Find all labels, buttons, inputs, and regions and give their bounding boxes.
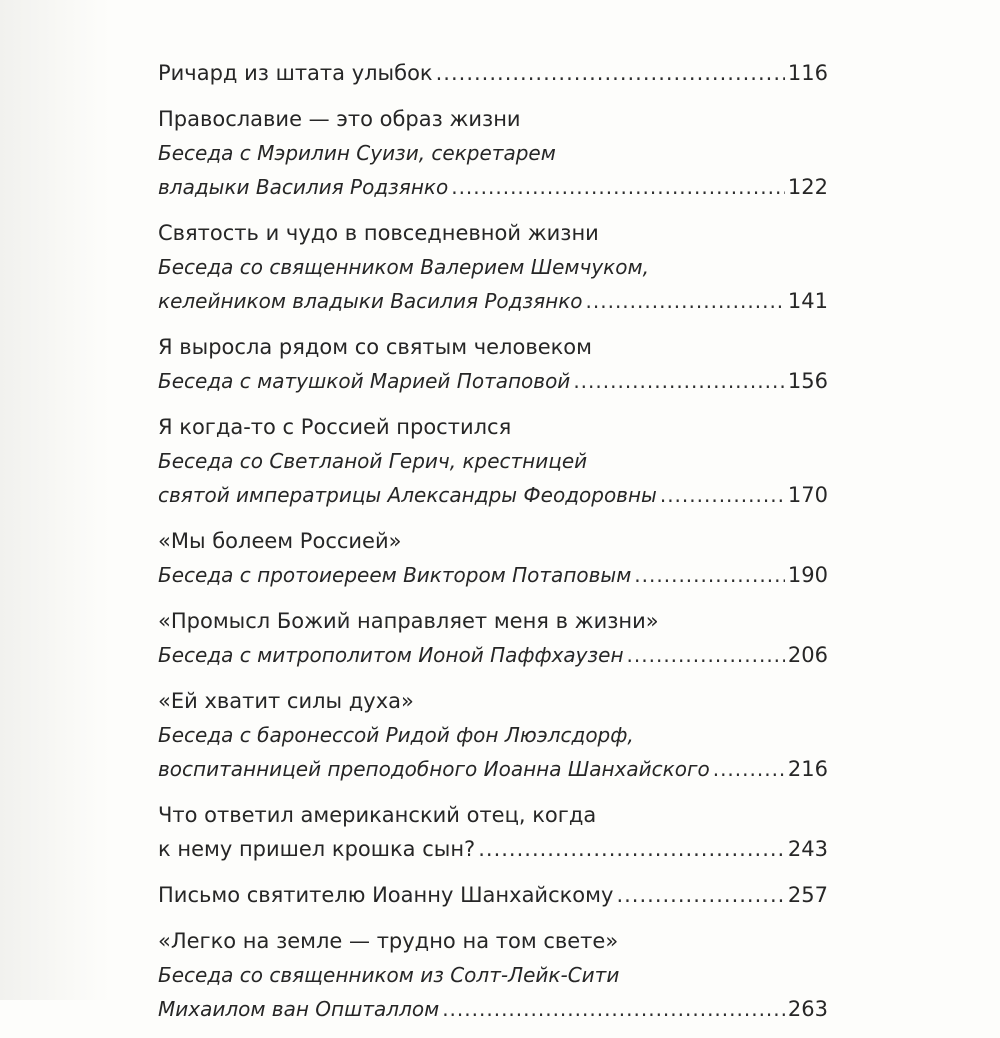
page-gutter-shadow bbox=[0, 0, 110, 1000]
toc-entry-title: «Промысл Божий направляет меня в жизни» bbox=[158, 609, 659, 633]
toc-entry bbox=[158, 216, 828, 318]
toc-entry bbox=[158, 330, 828, 398]
toc-page-number: 156 bbox=[787, 369, 828, 393]
toc-entry-title: «Легко на земле — трудно на том свете» bbox=[158, 929, 619, 953]
toc-entry-leader-line bbox=[158, 752, 828, 786]
dot-leader bbox=[660, 478, 785, 512]
toc-entry-leader-line bbox=[158, 878, 828, 912]
toc-page-number: 243 bbox=[787, 837, 828, 861]
toc-entry-subtitle: келейником владыки Василия Родзянко bbox=[158, 289, 583, 313]
toc-entry-title: «Мы болеем Россией» bbox=[158, 529, 402, 553]
toc-entry-leader-line bbox=[158, 364, 828, 398]
toc-page-number: 190 bbox=[787, 563, 828, 587]
dot-leader bbox=[616, 878, 784, 912]
toc-page-number: 263 bbox=[787, 997, 828, 1021]
dot-leader bbox=[713, 752, 785, 786]
toc-page-number: 122 bbox=[787, 175, 828, 199]
toc-entry bbox=[158, 878, 828, 912]
toc-entry-leader-line bbox=[158, 478, 828, 512]
toc-entry-title: Святость и чудо в повседневной жизни bbox=[158, 221, 599, 245]
dot-leader bbox=[436, 56, 785, 90]
toc-entry-title: Я выросла рядом со святым человеком bbox=[158, 335, 592, 359]
toc-entry-title: к нему пришел крошка сын? bbox=[158, 837, 476, 861]
toc-entry-title: Православие — это образ жизни bbox=[158, 107, 521, 131]
toc-entry-subtitle: владыки Василия Родзянко bbox=[158, 175, 449, 199]
toc-entry bbox=[158, 410, 828, 512]
toc-page-number: 170 bbox=[787, 483, 828, 507]
toc-entry-leader-line bbox=[158, 56, 828, 90]
dot-leader bbox=[442, 992, 785, 1026]
toc-entry bbox=[158, 102, 828, 204]
toc-entry-subtitle: Беседа с баронессой Ридой фон Люэлсдорф, bbox=[158, 723, 634, 747]
dot-leader bbox=[634, 558, 785, 592]
table-of-contents bbox=[158, 56, 828, 1038]
toc-entry-leader-line bbox=[158, 170, 828, 204]
toc-entry-title: Я когда-то с Россией простился bbox=[158, 415, 512, 439]
toc-entry bbox=[158, 798, 828, 866]
toc-entry bbox=[158, 524, 828, 592]
toc-entry bbox=[158, 604, 828, 672]
toc-entry-subtitle: Беседа с протоиереем Виктором Потаповым bbox=[158, 563, 632, 587]
dot-leader bbox=[586, 284, 785, 318]
toc-entry-subtitle: воспитанницей преподобного Иоанна Шанхайского bbox=[158, 757, 710, 781]
toc-entry-leader-line bbox=[158, 284, 828, 318]
toc-entry bbox=[158, 684, 828, 786]
toc-entry bbox=[158, 924, 828, 1026]
toc-entry-title: Ричард из штата улыбок bbox=[158, 61, 433, 85]
toc-page-number: 257 bbox=[787, 883, 828, 907]
toc-page-number: 141 bbox=[787, 289, 828, 313]
toc-entry-subtitle: Беседа со Светланой Герич, крестницей bbox=[158, 449, 588, 473]
toc-entry-leader-line bbox=[158, 638, 828, 672]
dot-leader bbox=[573, 364, 785, 398]
toc-page-number: 216 bbox=[787, 757, 828, 781]
toc-entry-leader-line bbox=[158, 992, 828, 1026]
toc-entry-title: «Ей хватит силы духа» bbox=[158, 689, 414, 713]
dot-leader bbox=[478, 832, 785, 866]
toc-entry-title: Что ответил американский отец, когда bbox=[158, 803, 597, 827]
toc-entry-leader-line bbox=[158, 832, 828, 866]
toc-entry-leader-line bbox=[158, 558, 828, 592]
toc-entry-subtitle: святой императрицы Александры Феодоровны bbox=[158, 483, 657, 507]
toc-entry bbox=[158, 56, 828, 90]
toc-entry-subtitle: Беседа со священником Валерием Шемчуком, bbox=[158, 255, 649, 279]
dot-leader bbox=[451, 170, 785, 204]
toc-entry-subtitle: Беседа с Мэрилин Суизи, секретарем bbox=[158, 141, 556, 165]
toc-page-number: 206 bbox=[787, 643, 828, 667]
toc-entry-subtitle: Беседа с матушкой Марией Потаповой bbox=[158, 369, 571, 393]
toc-page-number: 116 bbox=[787, 61, 828, 85]
toc-entry-subtitle: Беседа со священником из Солт-Лейк-Сити bbox=[158, 963, 620, 987]
toc-entry-subtitle: Михаилом ван Општаллом bbox=[158, 997, 440, 1021]
dot-leader bbox=[627, 638, 785, 672]
toc-entry-subtitle: Беседа с митрополитом Ионой Паффхаузен bbox=[158, 643, 624, 667]
toc-entry-title: Письмо святителю Иоанну Шанхайскому bbox=[158, 883, 614, 907]
